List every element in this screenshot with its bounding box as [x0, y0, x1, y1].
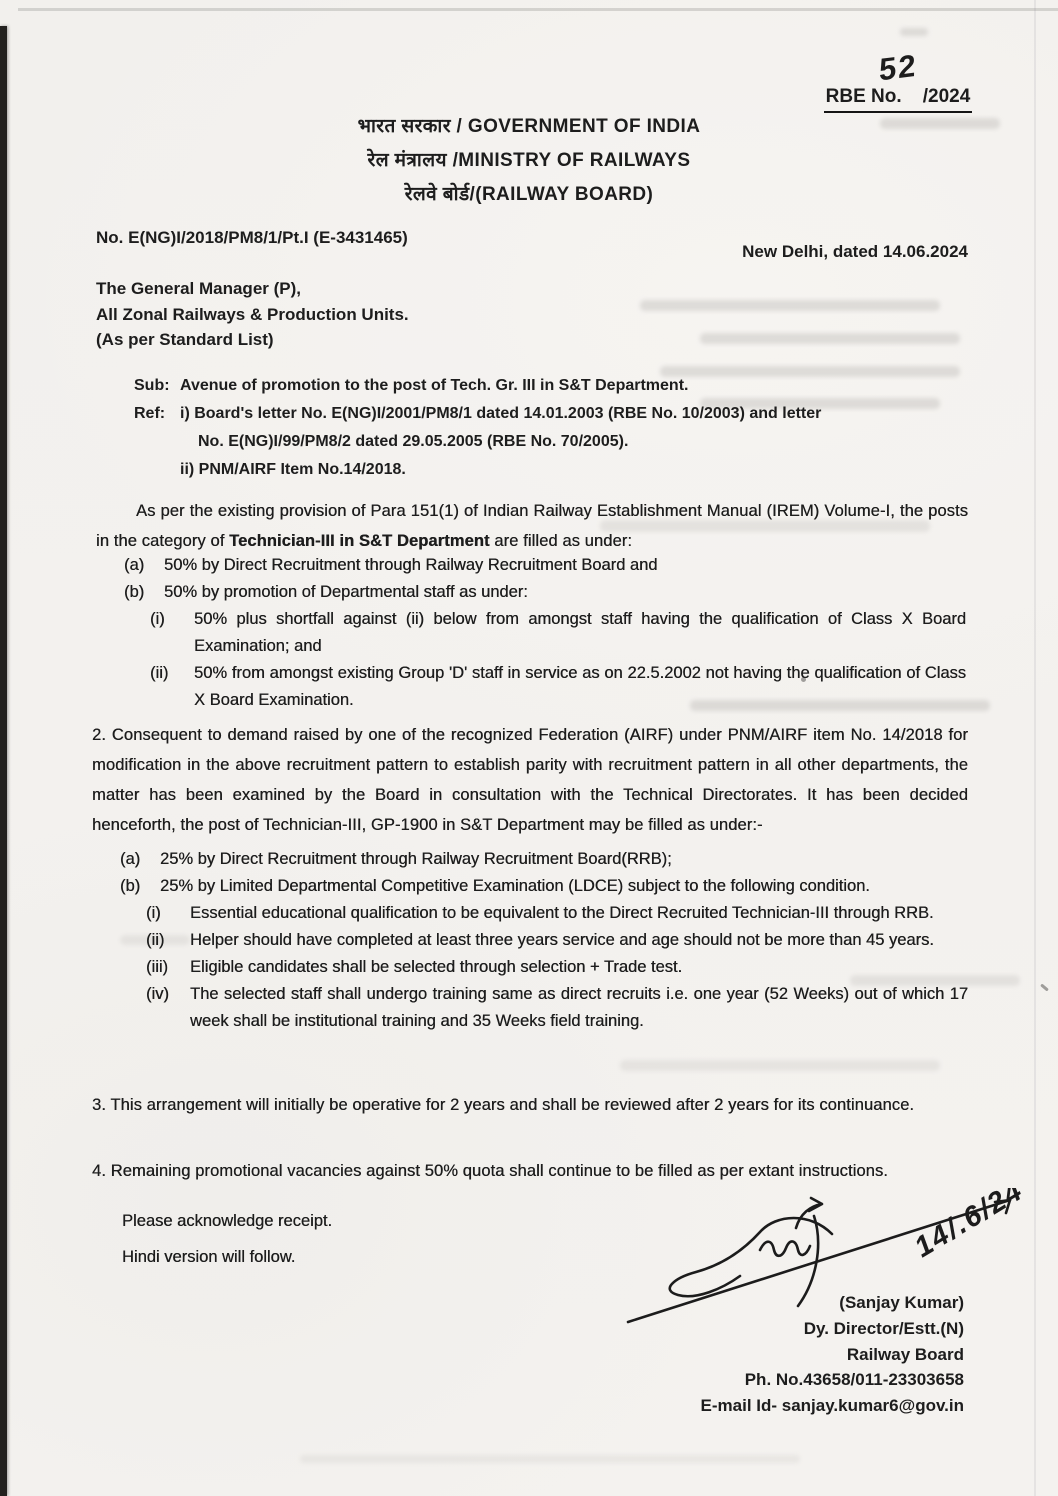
subject-reference-block — [134, 372, 986, 484]
scan-left-edge — [0, 26, 7, 1496]
list-marker: (ii) — [146, 931, 165, 949]
signatory-name: (Sanjay Kumar) — [839, 1293, 964, 1312]
letterhead-railway-board: रेलवे बोर्ड/(RAILWAY BOARD) — [404, 184, 654, 205]
reference-line: No. E(NG)I/99/PM8/2 dated 29.05.2005 (RBE No. 70/2005). — [198, 433, 629, 450]
bleed-through-smudge — [640, 300, 940, 311]
signatory-designation: Dy. Director/Estt.(N) — [803, 1318, 964, 1338]
list-marker: (i) — [150, 610, 165, 628]
page-fold-line — [1034, 0, 1036, 1496]
list-text: 50% plus shortfall against (ii) below from amongst staff having the qualification of Class X Board Examination; and — [194, 610, 966, 655]
subject-label: Sub: — [134, 377, 170, 394]
recruitment-pattern-list-existing — [124, 552, 966, 714]
paragraph-1-bold-phrase: Technician-III in S&T Department — [229, 532, 490, 550]
list-marker: (a) — [124, 556, 145, 574]
paragraph-4: 4. Remaining promotional vacancies against 50% quota shall continue to be filled as per extant instructions. — [92, 1162, 888, 1180]
list-subitem — [150, 606, 966, 660]
signatory-email: E-mail Id- sanjay.kumar6@gov.in — [700, 1396, 964, 1416]
list-text: Helper should have completed at least three years service and age should not be more than 45 years. — [190, 931, 934, 949]
paragraph-1 — [96, 496, 968, 556]
list-marker: (b) — [120, 877, 141, 895]
list-subitem — [146, 900, 968, 927]
signature-top-flick — [796, 1198, 822, 1228]
subject-row — [134, 372, 986, 400]
rbe-number-line: RBE No. /2024 — [824, 86, 973, 113]
addressee-line: The General Manager (P), — [96, 279, 301, 298]
paragraph-1-text: As per the existing provision of Para 151(1) of Indian Railway Establishment Manual (IREM) Volume-I, the posts in the category of — [96, 502, 968, 550]
paragraph-1-text: are filled as under: — [489, 532, 633, 550]
list-marker: (iii) — [146, 958, 168, 976]
list-text: Essential educational qualification to be equivalent to the Direct Recruited Technician-III through RRB. — [190, 904, 934, 922]
place-and-date: New Delhi, dated 14.06.2024 — [742, 242, 968, 261]
letter-number: No. E(NG)I/2018/PM8/1/Pt.I (E-3431465) — [96, 228, 408, 247]
ink-speck — [1040, 983, 1049, 991]
signatory-organization: Railway Board — [846, 1344, 964, 1364]
addressee-line: All Zonal Railways & Production Units. — [96, 304, 409, 324]
list-marker: (i) — [146, 904, 161, 922]
letterhead — [0, 110, 1058, 212]
paragraph-3: 3. This arrangement will initially be operative for 2 years and shall be reviewed after 2 years for its continuance. — [92, 1096, 915, 1114]
list-text: 50% by promotion of Departmental staff as under: — [164, 583, 528, 601]
closing-hindi-version-line: Hindi version will follow. — [122, 1248, 296, 1266]
list-marker: (b) — [124, 583, 145, 601]
reference-line: ii) PNM/AIRF Item No.14/2018. — [180, 461, 406, 478]
addressee-line: (As per Standard List) — [96, 330, 274, 349]
recruitment-pattern-list-revised — [120, 846, 968, 1035]
scan-top-streak — [18, 8, 1058, 11]
bleed-through-smudge — [300, 1455, 800, 1463]
subject-text: Avenue of promotion to the post of Tech. Gr. III in S&T Department. — [180, 377, 689, 394]
bleed-through-smudge — [700, 333, 960, 344]
rbe-handwritten-number: 52 — [878, 47, 918, 88]
list-item — [124, 579, 966, 606]
list-text: 50% from amongst existing Group 'D' staff in service as on 22.5.2002 not having the qualification of Class X Board Examination. — [194, 664, 966, 709]
list-marker: (iv) — [146, 985, 169, 1003]
handwritten-date: 14/.6/24 — [909, 1188, 1030, 1265]
list-text: The selected staff shall undergo training same as direct recruits i.e. one year (52 Weeks) out of which 17 week shall be institutional training and 35 Weeks field training. — [190, 985, 968, 1030]
bleed-through-smudge — [900, 28, 928, 36]
bleed-through-smudge — [620, 1060, 940, 1071]
list-marker: (a) — [120, 850, 141, 868]
signatory-phone: Ph. No.43658/011-23303658 — [744, 1370, 964, 1390]
list-subitem — [146, 927, 968, 954]
signature-squiggle — [760, 1241, 810, 1255]
list-item — [124, 552, 966, 579]
list-item — [120, 846, 968, 873]
signatory-block — [701, 1290, 964, 1419]
reference-lines — [180, 400, 821, 484]
letter-meta-row — [96, 228, 968, 262]
list-marker: (ii) — [150, 664, 169, 682]
letterhead-ministry-of-railways: रेल मंत्रालय /MINISTRY OF RAILWAYS — [367, 150, 691, 171]
addressee-block — [96, 276, 409, 353]
reference-label: Ref: — [134, 405, 166, 422]
paragraph-2: 2. Consequent to demand raised by one of the recognized Federation (AIRF) under PNM/AIRF item No. 14/2018 for modification in the above recruitment pattern to establish parity with recruitment pattern in all other departments, the matter has been examined by the Board in consultation with the Technical Directorates. It has been decided henceforth, the post of Technician-III, GP-1900 in S&T Department may be filled as under:- — [92, 726, 968, 834]
reference-row — [134, 400, 986, 484]
list-subitem — [150, 660, 966, 714]
list-text: Eligible candidates shall be selected through selection + Trade test. — [190, 958, 683, 976]
list-text: 50% by Direct Recruitment through Railway Recruitment Board and — [164, 556, 658, 574]
closing-acknowledge-line: Please acknowledge receipt. — [122, 1212, 333, 1230]
list-item — [120, 873, 968, 900]
reference-line: i) Board's letter No. E(NG)I/2001/PM8/1 dated 14.01.2003 (RBE No. 10/2003) and letter — [180, 405, 822, 422]
letterhead-government-of-india: भारत सरकार / GOVERNMENT OF INDIA — [357, 116, 701, 137]
list-subitem — [146, 981, 968, 1035]
list-text: 25% by Limited Departmental Competitive Examination (LDCE) subject to the following condition. — [160, 877, 870, 895]
rbe-number-block — [818, 47, 978, 113]
list-text: 25% by Direct Recruitment through Railway Recruitment Board(RRB); — [160, 850, 672, 868]
signature-s-curl — [670, 1218, 832, 1296]
signature-diagonal-flick — [995, 1200, 1010, 1213]
list-subitem — [146, 954, 968, 981]
